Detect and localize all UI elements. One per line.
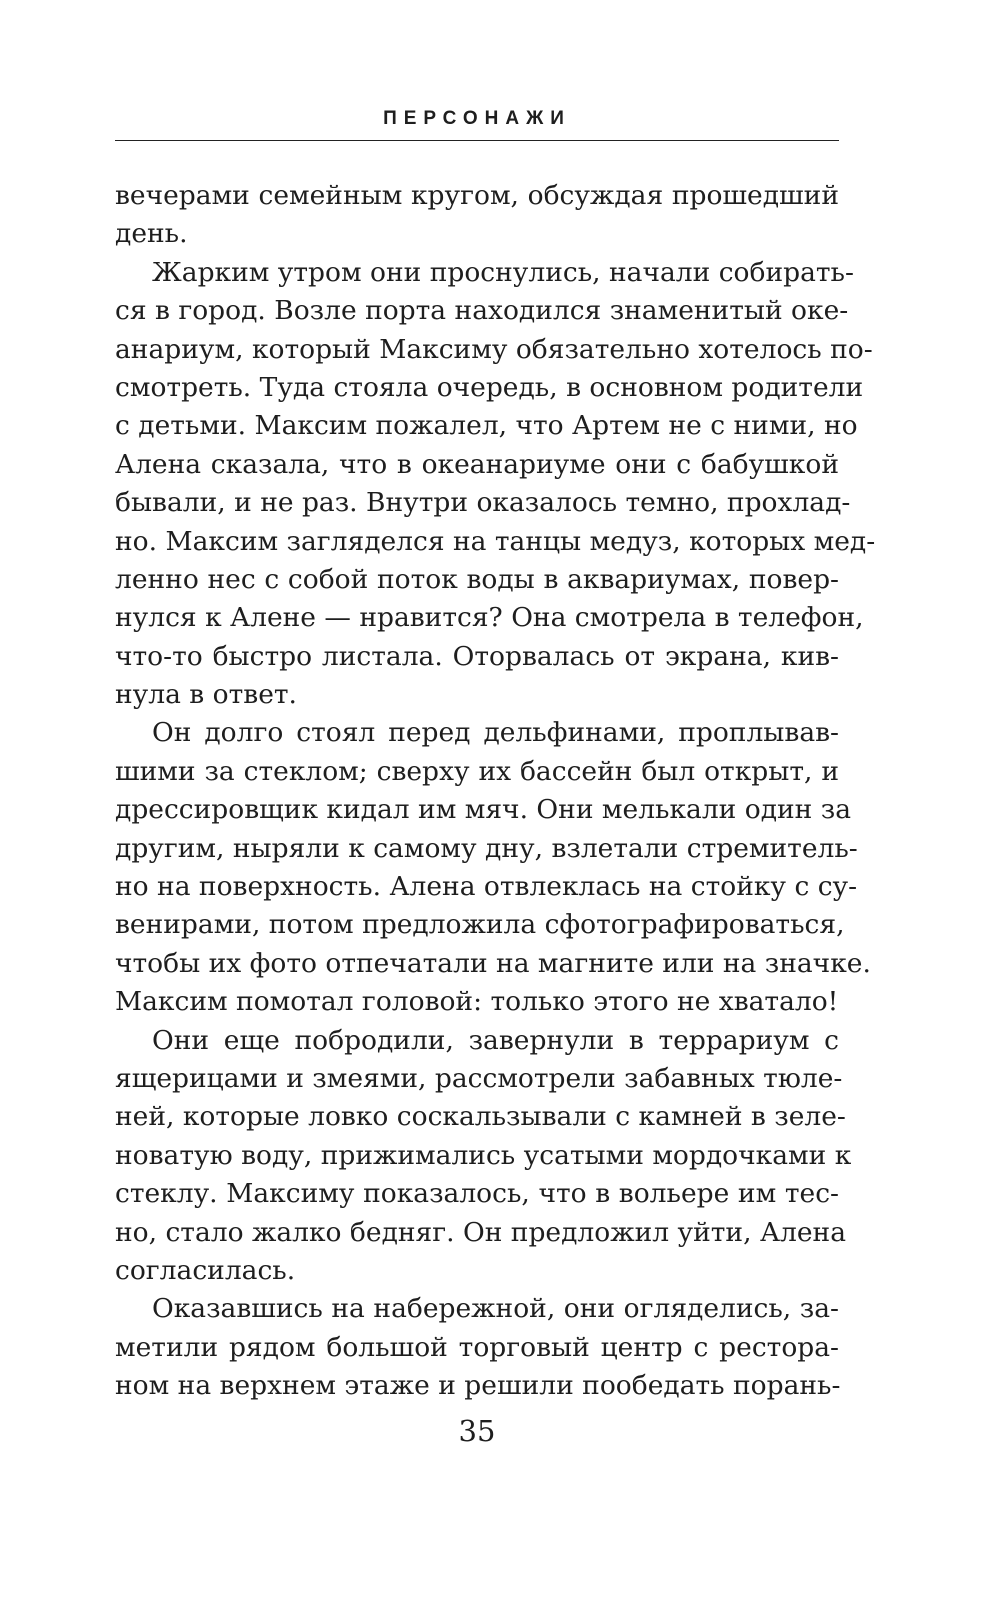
text-line: Алена сказала, что в океанариуме они с бабушкой xyxy=(115,448,839,480)
text-line: нулся к Алене — нравится? Она смотрела в телефон, xyxy=(115,602,864,634)
text-line: Оказавшись на набережной, они огляделись, за- xyxy=(152,1293,839,1325)
text-line: вечерами семейным кругом, обсуждая прошедший xyxy=(115,180,839,211)
text-line: другим, ныряли к самому дну, взлетали стремитель- xyxy=(115,832,858,864)
body-text xyxy=(115,177,876,1406)
text-line: шими за стеклом; сверху их бассейн был открыт, и xyxy=(115,755,839,787)
text-line: что-то быстро листала. Оторвалась от экрана, кив- xyxy=(115,640,839,672)
text-line: смотреть. Туда стояла очередь, в основном родители xyxy=(115,371,864,403)
header-rule xyxy=(115,140,839,141)
text-line: венирами, потом предложила сфотографироваться, xyxy=(115,909,845,941)
text-line: но на поверхность. Алена отвлеклась на стойку с су- xyxy=(115,871,858,903)
paragraph xyxy=(115,254,876,715)
paragraph xyxy=(115,714,871,1021)
text-line: согласилась. xyxy=(115,1254,296,1286)
book-page xyxy=(115,0,876,1616)
text-line: Он долго стоял перед дельфинами, проплывав- xyxy=(152,717,839,749)
text-line: чтобы их фото отпечатали на магните или на значке. xyxy=(115,947,871,979)
text-line: день. xyxy=(115,218,188,250)
text-line: нула в ответ. xyxy=(115,679,297,711)
paragraph xyxy=(115,1290,839,1405)
text-line: новатую воду, прижимались усатыми мордочками к xyxy=(115,1139,852,1171)
text-line: дрессировщик кидал им мяч. Они мелькали один за xyxy=(115,794,852,826)
text-line: ном на верхнем этаже и решили пообедать порань- xyxy=(115,1370,841,1402)
text-line: бывали, и не раз. Внутри оказалось темно, прохлад- xyxy=(115,487,851,519)
running-head: ПЕРСОНАЖИ xyxy=(383,108,571,129)
text-line: Жарким утром они проснулись, начали собирать- xyxy=(152,256,854,288)
text-line: ленно нес с собой поток воды в аквариумах, повер- xyxy=(115,563,839,595)
paragraph xyxy=(115,1022,852,1291)
text-line: ся в город. Возле порта находился знаменитый оке- xyxy=(115,295,849,327)
text-line: с детьми. Максим пожалел, что Артем не с ними, но xyxy=(115,410,858,442)
text-line: но. Максим загляделся на танцы медуз, которых мед- xyxy=(115,525,876,557)
page-number: 35 xyxy=(458,1414,496,1448)
text-line: стеклу. Максиму показалось, что в вольере им тес- xyxy=(115,1178,839,1210)
text-line: ящерицами и змеями, рассмотрели забавных тюле- xyxy=(115,1062,843,1094)
text-line: Максим помотал головой: только этого не хватало! xyxy=(115,986,839,1018)
text-line: но, стало жалко бедняг. Он предложил уйти, Алена xyxy=(115,1216,846,1248)
text-line: ней, которые ловко соскальзывали с камней в зеле- xyxy=(115,1101,846,1133)
text-line: Они еще побродили, завернули в террариум с xyxy=(152,1024,839,1056)
text-line: метили рядом большой торговый центр с рестора- xyxy=(115,1331,839,1363)
text-line: анариум, который Максиму обязательно хотелось по- xyxy=(115,333,873,365)
paragraph xyxy=(115,177,839,254)
